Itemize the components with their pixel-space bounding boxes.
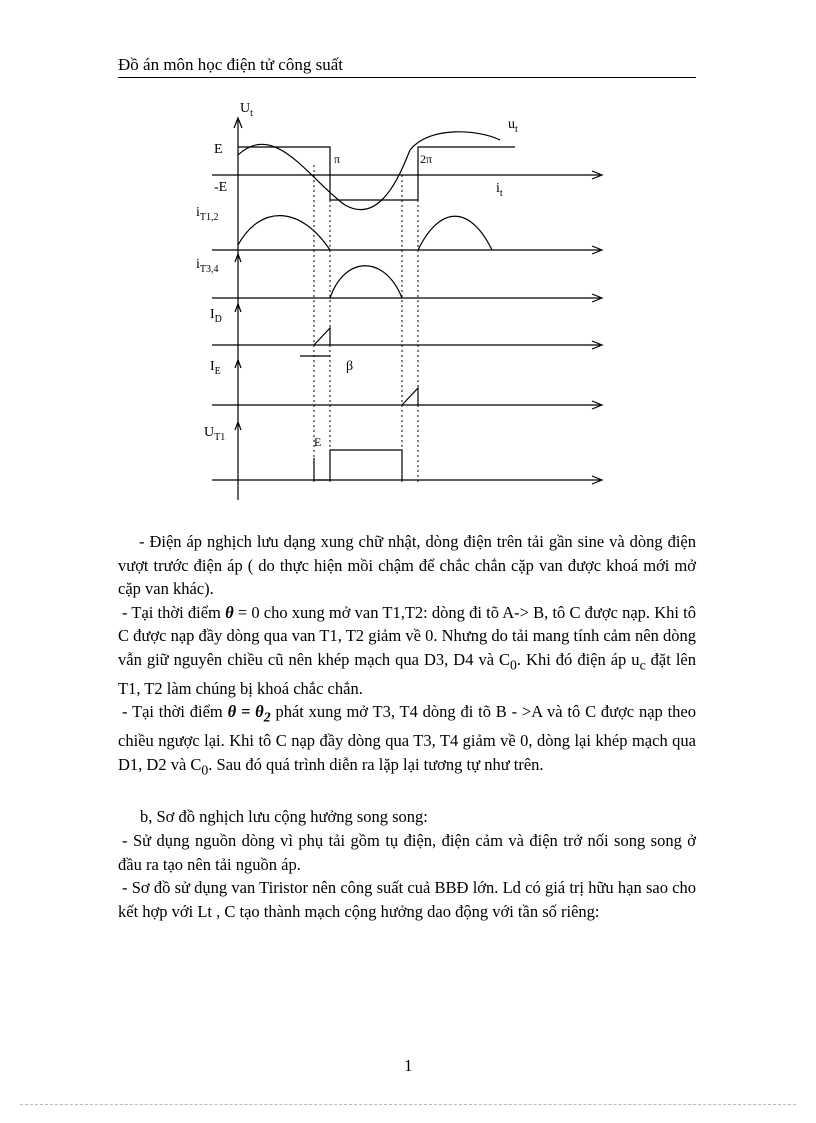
svg-text:iT1,2: $i_{T1,2}$ (196, 205, 219, 223)
svg-text:UT1: $U_{T1}$ (204, 425, 226, 443)
paragraph-6: - Sơ đồ sử dụng van Tiristor nên công suất cuả BBĐ lớn. Ld có giá trị hữu hạn sao cho kết hợp với Lt , C tạo thành mạch cộng hưởng dao động với tần số riêng: (118, 878, 696, 921)
paragraph-1: - Điện áp nghịch lưu dạng xung chữ nhật, dòng điện trên tải gần sine và dòng điện vượt trước điện áp ( do thực hiện mồi chậm để chắc chắn cặp van được khoá mới mở cặp van khác). (118, 532, 696, 599)
waveform-diagram (190, 92, 630, 510)
ut1-pulse (314, 450, 402, 480)
svg-text:iT3,4: $i_{T3,4}$ (196, 257, 219, 275)
svg-text:IE: $I_E$ (210, 359, 221, 377)
svg-text:Ut: $U_t$ (240, 101, 253, 119)
svg-text:β: β (346, 359, 354, 374)
svg-text:E: E (214, 142, 223, 157)
paragraph-3: - Tại thời điểm $\theta = \theta_2$ phát xung mở T3, T4 dòng đi tõ B - >A và tô C được nạp theo chiều ngược lại. Khi tô C nạp đầy dòng qua T3, T4 giảm về 0, dòng lại khép mạch qua D1, D2 và $C_0$. Sau đó quá trình diễn ra lặp lại tương tự như trên. (118, 702, 696, 778)
svg-text:2π: 2π (420, 152, 433, 166)
page-number: 1 (404, 1056, 413, 1075)
it12-hump-2 (418, 216, 492, 250)
id-ramp (314, 328, 330, 345)
svg-text:ut: $u_t$ (508, 117, 518, 135)
svg-text:it: $i_t$ (496, 181, 503, 199)
header-divider (118, 77, 696, 78)
svg-text:E: E (314, 435, 322, 449)
svg-text:ID: $I_D$ (210, 307, 222, 325)
square-voltage-ut (238, 147, 515, 200)
page-bottom-border (20, 1104, 796, 1105)
it12-hump-1 (238, 216, 330, 250)
svg-text:-E: -E (214, 180, 228, 195)
it34-hump (330, 266, 402, 298)
sine-current-it (238, 132, 500, 210)
body-text (118, 530, 696, 923)
paragraph-5: - Sử dụng nguồn dòng vì phụ tải gồm tụ điện, điện cảm và điện trở nối song song ở đầu ra tạo nên tải nguồn áp. (118, 831, 696, 874)
ie-ramp (402, 388, 418, 405)
paragraph-4: b, Sơ đồ nghịch lưu cộng hưởng song song: (140, 807, 428, 827)
svg-text:π: π (334, 152, 341, 166)
paragraph-2: - Tại thời điểm θ = 0 cho xung mở van T1,T2: dòng đi tõ A-> B, tô C được nạp. Khi tô C được nạp đầy dòng qua van T1, T2 giảm về 0. Nhưng do tải mang tính cảm nên dòng vẫn giữ nguyên chiều cũ nên khép mạch qua D3, D4 và $C_0$. Khi đó điện áp $u_c$ đặt lên T1, T2 làm chúng bị khoá chắc chắn. (118, 602, 696, 698)
page-header-title: Đồ án môn học điện tử công suất (118, 55, 343, 74)
